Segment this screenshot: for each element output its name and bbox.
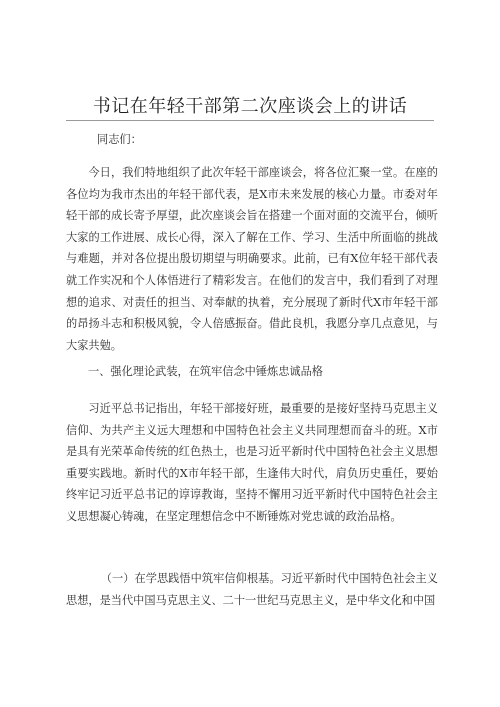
salutation: 同志们： xyxy=(97,133,142,146)
section-heading: 一、强化理论武装，在筑牢信念中锤炼忠诚品格 xyxy=(88,365,323,378)
opening-paragraph: 今日，我们特地组织了此次年轻干部座谈会，将各位汇聚一堂。在座的各位均为我市杰出的年轻干部代表，是X市未来发展的核心力量。市委对年轻干部的成长寄予厚望，此次座谈会旨在搭建一个面对面的交流平台，倾听大家的工作进展、成长心得，深入了解在工作、学习、生活中所面临的挑战与难题，并对各位提出殷切期望与明确要求。此前，已有X位年轻干部代表就工作实况和个人体悟进行了精彩发言。在他们的发言中，我们看到了对理想的追求、对责任的担当、对奉献的执着，充分展现了新时代X市年轻干部的昂扬斗志和积极风貌，令人倍感振奋。借此良机，我愿分享几点意见，与大家共勉。 xyxy=(66,166,438,352)
title-divider xyxy=(66,120,434,121)
subsection-paragraph: （一）在学思践悟中筑牢信仰根基。习近平新时代中国特色社会主义思想，是当代中国马克思主义、二十一世纪马克思主义，是中华文化和中国 xyxy=(66,572,438,607)
document-title: 书记在年轻干部第二次座谈会上的讲话 xyxy=(92,96,408,117)
section-paragraph: 习近平总书记指出，年轻干部接好班，最重要的是接好坚持马克思主义信仰、为共产主义远大理想和中国特色社会主义共同理想而奋斗的班。X市是具有光荣革命传统的红色热土，也是习近平新时代中国特色社会主义思想重要实践地。新时代的X市年轻干部，生逢伟大时代，肩负历史重任，要始终牢记习近平总书记的谆谆教诲，坚持不懈用习近平新时代中国特色社会主义思想凝心铸魂，在坚定理想信念中不断锤炼对党忠诚的政治品格。 xyxy=(66,402,438,523)
